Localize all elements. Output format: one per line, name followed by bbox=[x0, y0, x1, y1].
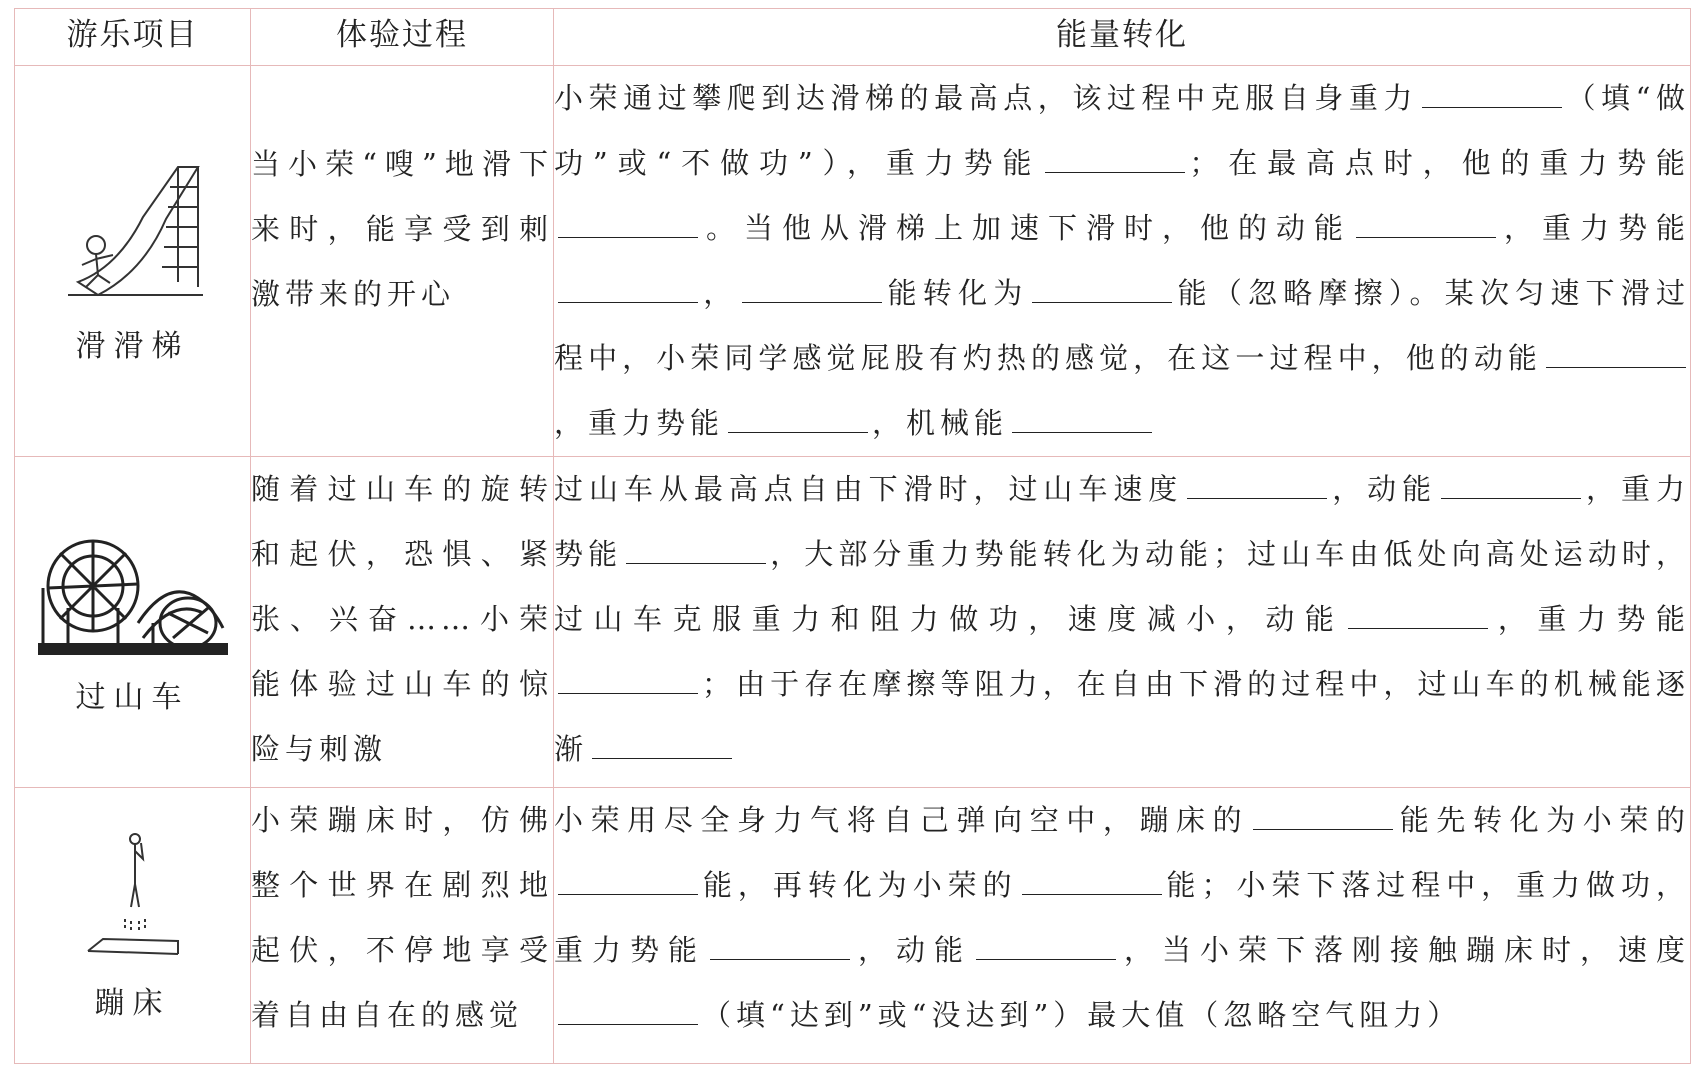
experience-cell bbox=[251, 457, 554, 788]
answer-blank[interactable] bbox=[1546, 339, 1686, 368]
roller-coaster-icon bbox=[38, 528, 228, 658]
table-row bbox=[15, 457, 1691, 788]
answer-blank[interactable] bbox=[558, 209, 698, 238]
answer-blank[interactable] bbox=[1441, 470, 1581, 499]
answer-blank[interactable] bbox=[1422, 79, 1562, 108]
item-cell-roller-coaster bbox=[15, 457, 251, 788]
conversion-cell bbox=[554, 457, 1691, 788]
answer-blank[interactable] bbox=[558, 274, 698, 303]
answer-blank[interactable] bbox=[558, 866, 698, 895]
header-conversion: 能量转化 bbox=[554, 9, 1691, 66]
header-item: 游乐项目 bbox=[15, 9, 251, 66]
item-label: 过山车 bbox=[75, 680, 190, 715]
experience-text: 随着过山车的旋转和起伏，恐惧、紧张、兴奋……小荣能体验过山车的惊险与刺激 bbox=[251, 472, 553, 766]
answer-blank[interactable] bbox=[1012, 404, 1152, 433]
table-row bbox=[15, 66, 1691, 457]
experience-cell bbox=[251, 788, 554, 1064]
answer-blank[interactable] bbox=[558, 665, 698, 694]
experience-text: 当小荣“嗖”地滑下来时，能享受到刺激带来的开心 bbox=[251, 147, 553, 311]
answer-blank[interactable] bbox=[1022, 866, 1162, 895]
experience-cell bbox=[251, 66, 554, 457]
conversion-text: 小荣用尽全身力气将自己弹向空中，蹦床的 能先转化为小荣的能，再转化为小荣的 能；小荣下落过程中，重力做功，重力势能 ，动能 ，当小荣下落刚接触蹦床时，速度（填“达到”或“没达到”）最大值（忽略空气阻力） bbox=[554, 803, 1690, 1032]
experience-text: 小荣蹦床时，仿佛整个世界在剧烈地起伏，不停地享受着自由自在的感觉 bbox=[251, 803, 553, 1032]
answer-blank[interactable] bbox=[742, 274, 882, 303]
conversion-cell bbox=[554, 66, 1691, 457]
answer-blank[interactable] bbox=[976, 931, 1116, 960]
answer-blank[interactable] bbox=[710, 931, 850, 960]
answer-blank[interactable] bbox=[1045, 144, 1185, 173]
answer-blank[interactable] bbox=[592, 730, 732, 759]
conversion-text: 小荣通过攀爬到达滑梯的最高点，该过程中克服自身重力 （填“做功”或“不做功”），重力势能 ；在最高点时，他的重力势能。当他从滑梯上加速下滑时，他的动能 ，重力势能， 能转化为 能（忽略摩擦）。某次匀速下滑过程中，小荣同学感觉屁股有灼热的感觉，在这一过程中，他的动能，重力势能 ，机械能 bbox=[554, 81, 1690, 440]
item-label: 滑滑梯 bbox=[75, 329, 190, 364]
trampoline-icon bbox=[83, 829, 183, 964]
conversion-cell bbox=[554, 788, 1691, 1064]
amusement-energy-table bbox=[14, 8, 1691, 1064]
answer-blank[interactable] bbox=[1356, 209, 1496, 238]
item-label: 蹦床 bbox=[94, 986, 171, 1021]
item-cell-trampoline bbox=[15, 788, 251, 1064]
answer-blank[interactable] bbox=[1032, 274, 1172, 303]
answer-blank[interactable] bbox=[1348, 600, 1488, 629]
answer-blank[interactable] bbox=[626, 535, 766, 564]
header-experience: 体验过程 bbox=[251, 9, 554, 66]
conversion-text: 过山车从最高点自由下滑时，过山车速度 ，动能 ，重力势能 ，大部分重力势能转化为动能；过山车由低处向高处运动时，过山车克服重力和阻力做功，速度减小，动能 ，重力势能；由于存在摩擦等阻力，在自由下滑的过程中，过山车的机械能逐渐 bbox=[554, 472, 1690, 766]
header-row bbox=[15, 9, 1691, 66]
answer-blank[interactable] bbox=[1253, 801, 1393, 830]
table-row bbox=[15, 788, 1691, 1064]
item-cell-slide bbox=[15, 66, 251, 457]
answer-blank[interactable] bbox=[1187, 470, 1327, 499]
answer-blank[interactable] bbox=[728, 404, 868, 433]
answer-blank[interactable] bbox=[558, 996, 698, 1025]
slide-icon bbox=[58, 157, 208, 307]
